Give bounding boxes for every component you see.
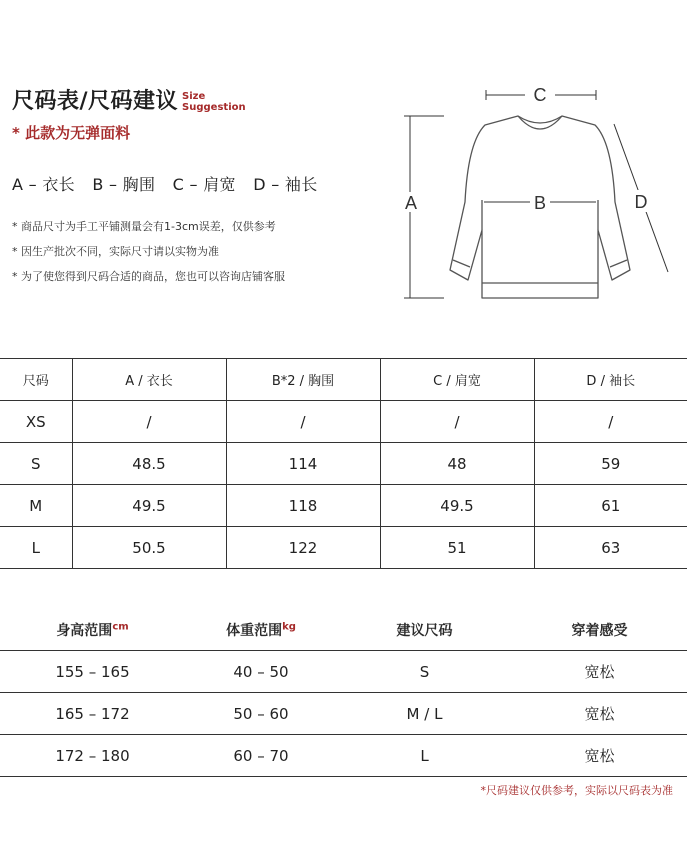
value-cell: 61 xyxy=(534,485,687,527)
label-c: C xyxy=(533,85,547,105)
label-b: B xyxy=(533,193,547,213)
height-unit: cm xyxy=(112,620,129,632)
value-cell: 118 xyxy=(226,485,380,527)
header-cell: 穿着感受 xyxy=(512,609,687,651)
fit-table-header xyxy=(0,609,687,651)
page-title: 尺码表/尺码建议 xyxy=(12,89,179,114)
table-row xyxy=(0,485,687,527)
fit-cell: 宽松 xyxy=(512,693,687,735)
value-cell: 48.5 xyxy=(72,443,226,485)
title-block xyxy=(12,84,246,115)
legend-c: C – 肩宽 xyxy=(172,175,236,194)
weight-range-label: 体重范围 xyxy=(226,622,283,639)
height-range-label: 身高范围 xyxy=(56,622,113,639)
fit-suggestion-table xyxy=(0,609,687,777)
measure-legend xyxy=(12,172,330,195)
header-cell: D / 袖长 xyxy=(534,359,687,401)
size-cell: M / L xyxy=(337,693,512,735)
table-row xyxy=(0,401,687,443)
height-cell: 172 – 180 xyxy=(0,735,185,777)
weight-cell: 50 – 60 xyxy=(185,693,337,735)
legend-a: A – 衣长 xyxy=(12,175,75,194)
legend-d: D – 袖长 xyxy=(253,175,318,194)
weight-cell: 40 – 50 xyxy=(185,651,337,693)
fit-cell: 宽松 xyxy=(512,651,687,693)
size-table xyxy=(0,358,687,569)
value-cell: 51 xyxy=(380,527,534,569)
value-cell: 122 xyxy=(226,527,380,569)
fit-cell: 宽松 xyxy=(512,735,687,777)
value-cell: 49.5 xyxy=(380,485,534,527)
value-cell: 49.5 xyxy=(72,485,226,527)
size-table-header xyxy=(0,359,687,401)
size-cell: M xyxy=(0,485,72,527)
size-cell: S xyxy=(0,443,72,485)
note-item: * 为了使您得到尺码合适的商品，您也可以咨询店铺客服 xyxy=(12,270,285,283)
header-cell: A / 衣长 xyxy=(72,359,226,401)
fabric-note: * 此款为无弹面料 xyxy=(12,124,131,142)
table-row xyxy=(0,443,687,485)
table-row xyxy=(0,735,687,777)
height-cell: 155 – 165 xyxy=(0,651,185,693)
sweater-diagram xyxy=(400,80,680,310)
size-cell: L xyxy=(0,527,72,569)
header-cell xyxy=(185,609,337,651)
size-cell: XS xyxy=(0,401,72,443)
title-en-line2: Suggestion xyxy=(182,102,246,113)
table-row xyxy=(0,651,687,693)
value-cell: 63 xyxy=(534,527,687,569)
value-cell: / xyxy=(380,401,534,443)
header-cell xyxy=(0,609,185,651)
note-item: * 商品尺寸为手工平铺测量会有1-3cm误差，仅供参考 xyxy=(12,220,276,233)
legend-b: B – 胸围 xyxy=(92,175,156,194)
size-cell: S xyxy=(337,651,512,693)
header-cell: 尺码 xyxy=(0,359,72,401)
weight-cell: 60 – 70 xyxy=(185,735,337,777)
note-item: * 因生产批次不同，实际尺寸请以实物为准 xyxy=(12,245,219,258)
height-cell: 165 – 172 xyxy=(0,693,185,735)
label-d: D xyxy=(634,192,648,212)
value-cell: 59 xyxy=(534,443,687,485)
header-cell: C / 肩宽 xyxy=(380,359,534,401)
title-english xyxy=(182,91,246,113)
value-cell: 50.5 xyxy=(72,527,226,569)
value-cell: / xyxy=(534,401,687,443)
title-en-line1: Size xyxy=(182,91,206,102)
size-cell: L xyxy=(337,735,512,777)
value-cell: 48 xyxy=(380,443,534,485)
table-row xyxy=(0,527,687,569)
header-cell: B*2 / 胸围 xyxy=(226,359,380,401)
measure-notes xyxy=(12,214,285,289)
label-a: A xyxy=(404,193,418,213)
header-cell: 建议尺码 xyxy=(337,609,512,651)
footnote: *尺码建议仅供参考，实际以尺码表为准 xyxy=(480,784,673,797)
value-cell: 114 xyxy=(226,443,380,485)
value-cell: / xyxy=(72,401,226,443)
weight-unit: kg xyxy=(282,620,296,632)
value-cell: / xyxy=(226,401,380,443)
table-row xyxy=(0,693,687,735)
